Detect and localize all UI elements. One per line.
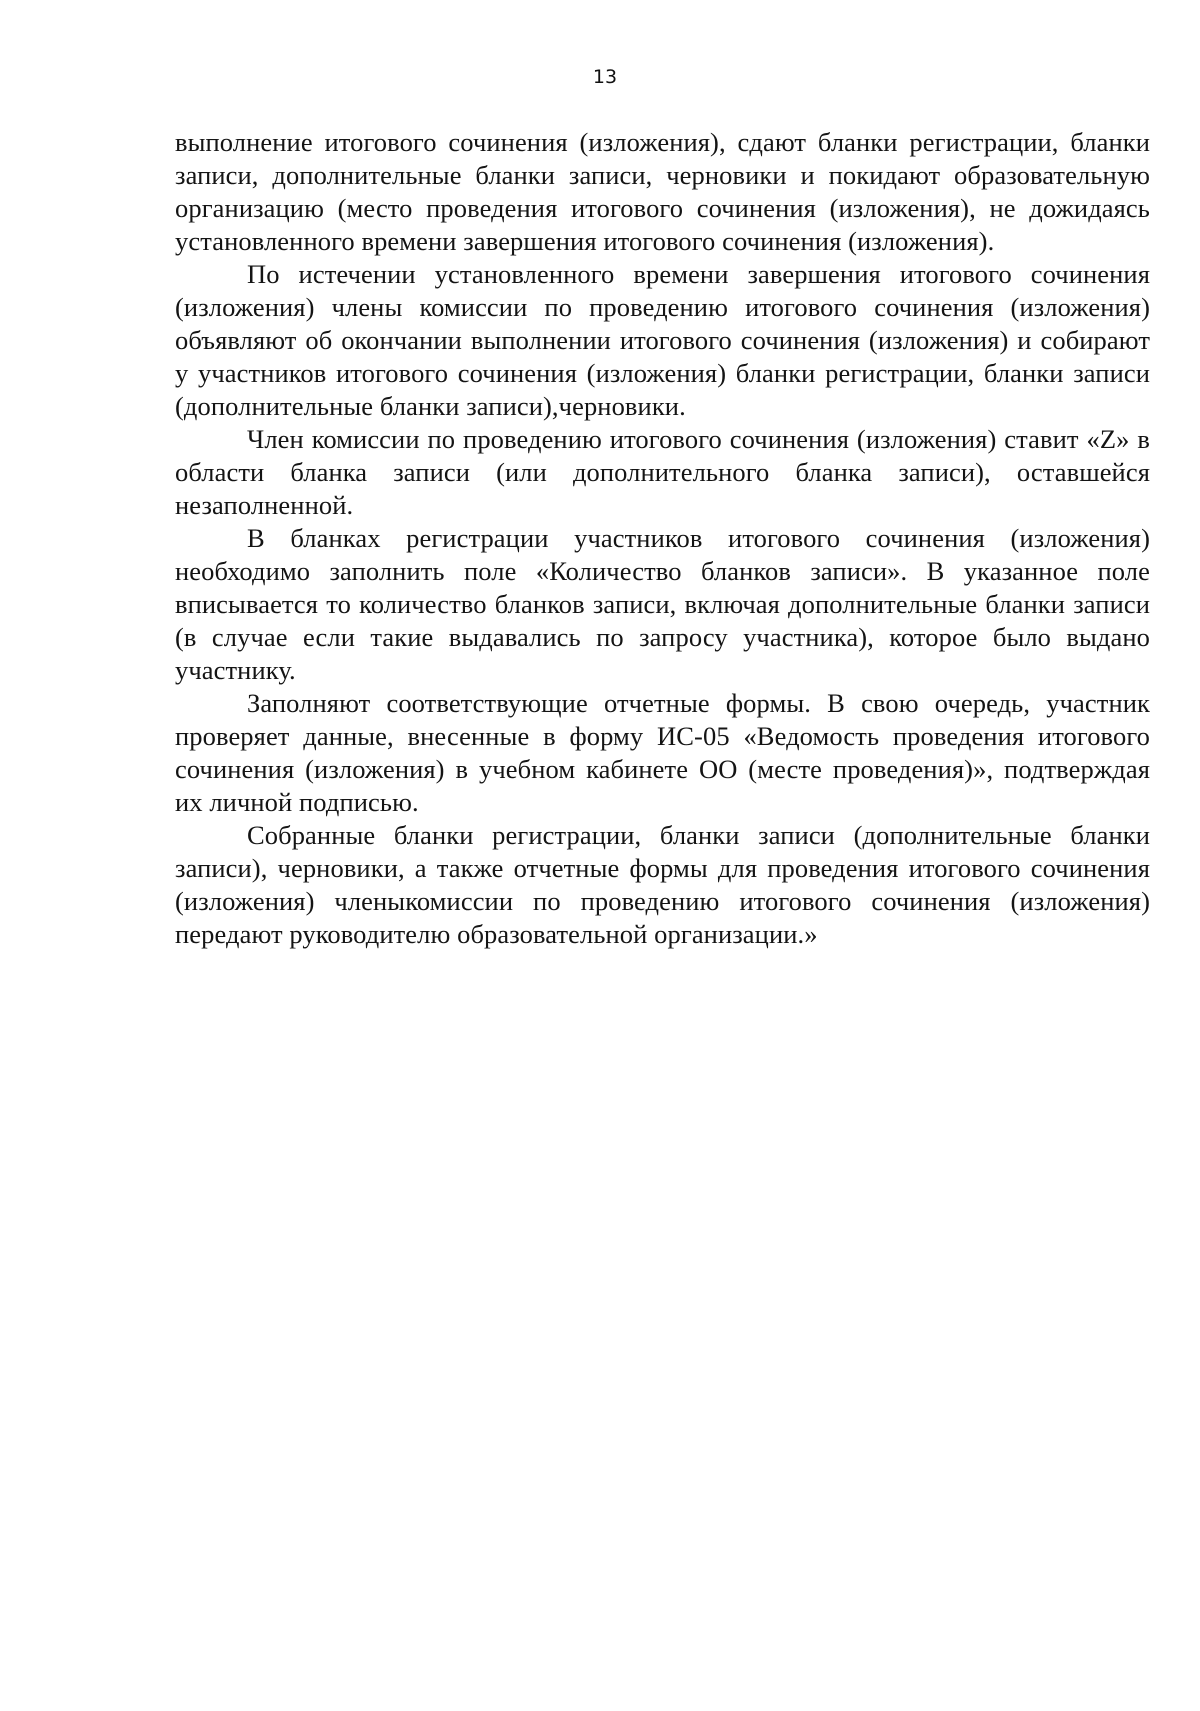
paragraph: Заполняют соответствующие отчетные формы. В свою очередь, участник проверяет данные, внесенные в форму ИС-05 «Ведомость проведения итогового сочинения (изложения) в учебном кабинете ОО (месте проведения)», подтверждая их личной подписью. bbox=[175, 688, 1150, 817]
paragraph: Собранные бланки регистрации, бланки записи (дополнительные бланки записи), черновики, а также отчетные формы для проведения итогового сочинения (изложения) членыкомиссии по проведению итогового сочинения (изложения) передают руководителю образовательной организации.» bbox=[175, 820, 1150, 949]
document-body bbox=[175, 126, 1150, 951]
paragraph: Член комиссии по проведению итогового сочинения (изложения) ставит «Z» в области бланка записи (или дополнительного бланка записи), оставшейся незаполненной. bbox=[175, 424, 1150, 520]
paragraph: выполнение итогового сочинения (изложения), сдают бланки регистрации, бланки записи, дополнительные бланки записи, черновики и покидают образовательную организацию (место проведения итогового сочинения (изложения), не дожидаясь установленного времени завершения итогового сочинения (изложения). bbox=[175, 127, 1150, 256]
paragraph: В бланках регистрации участников итогового сочинения (изложения) необходимо заполнить поле «Количество бланков записи». В указанное поле вписывается то количество бланков записи, включая дополнительные бланки записи (в случае если такие выдавались по запросу участника), которое было выдано участнику. bbox=[175, 523, 1150, 685]
page-number: 13 bbox=[592, 66, 618, 88]
paragraph: По истечении установленного времени завершения итогового сочинения (изложения) члены комиссии по проведению итогового сочинения (изложения) объявляют об окончании выполнении итогового сочинения (изложения) и собирают у участников итогового сочинения (изложения) бланки регистрации, бланки записи (дополнительные бланки записи),черновики. bbox=[175, 259, 1150, 421]
